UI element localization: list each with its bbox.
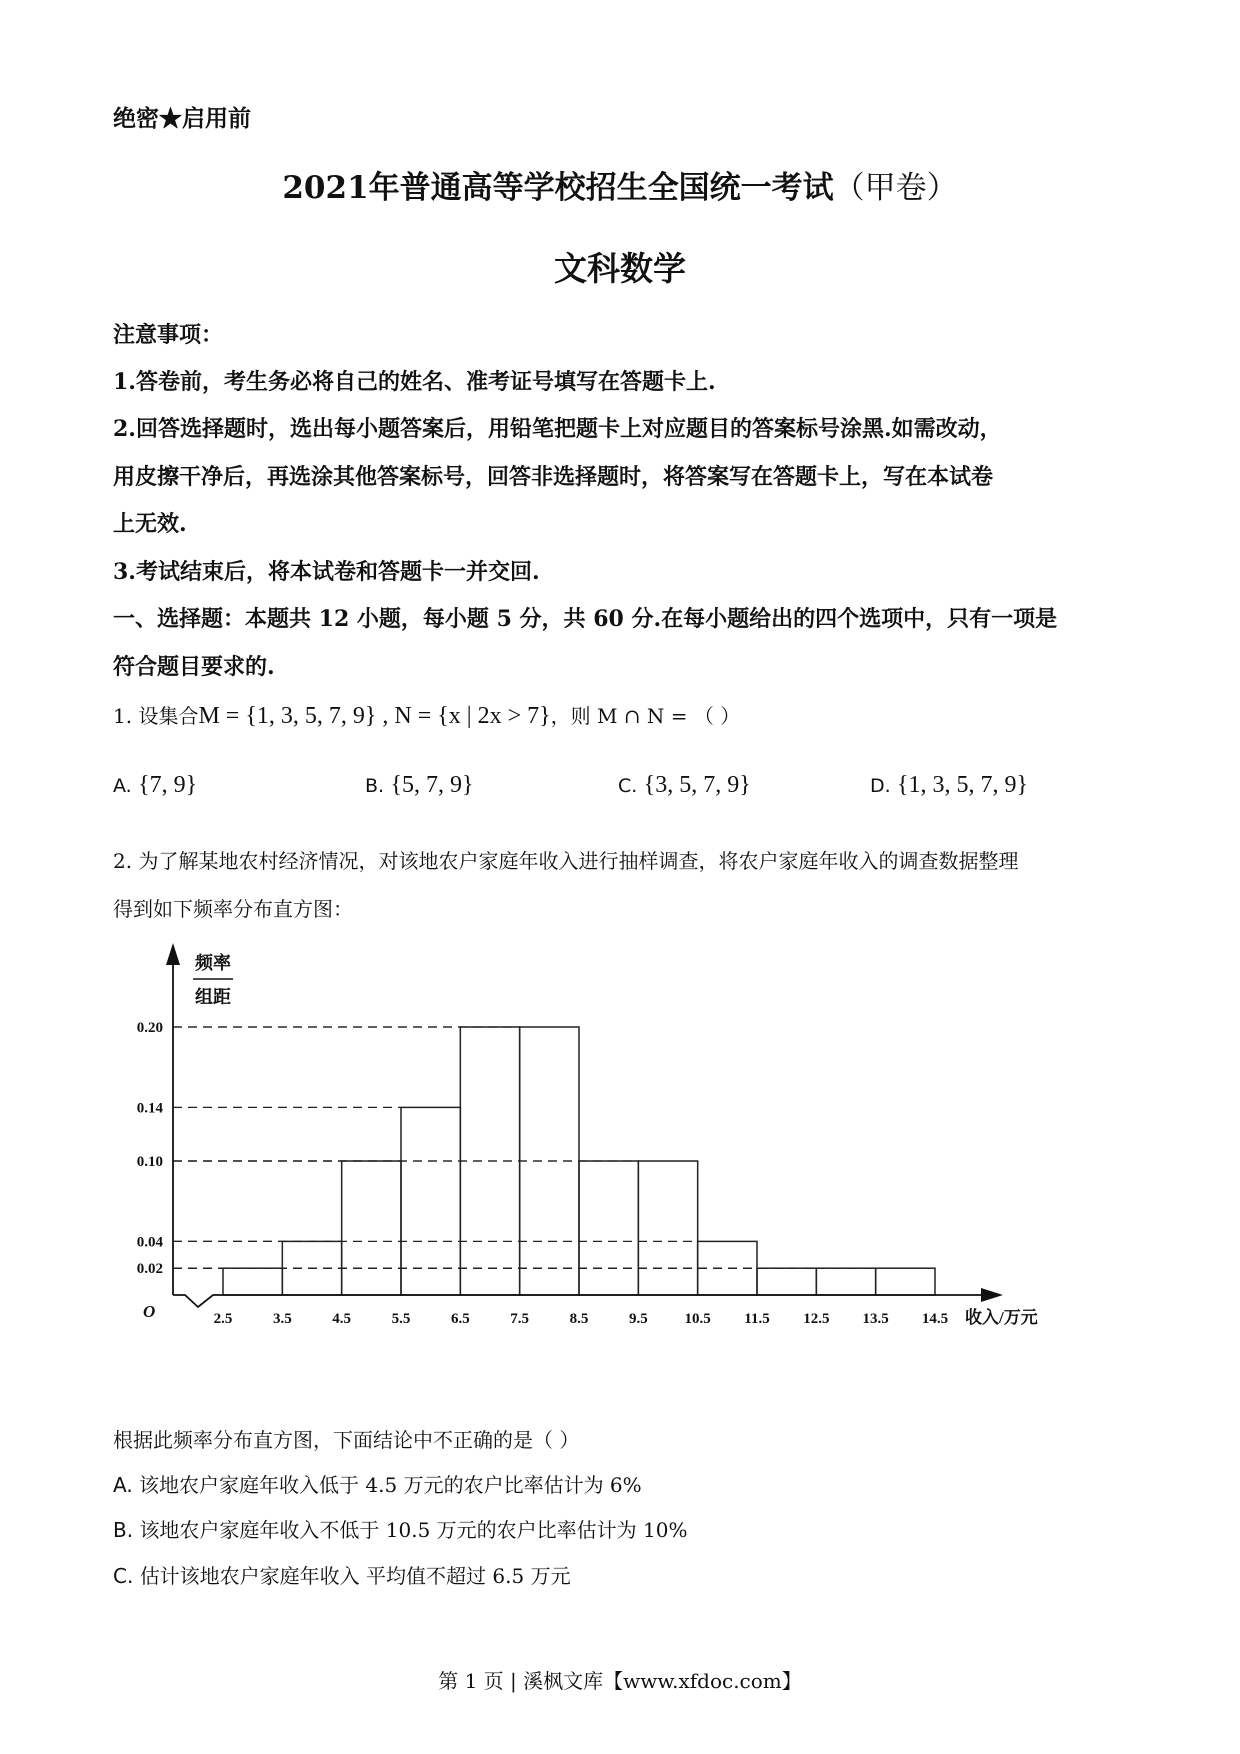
histogram-bar: [401, 1107, 460, 1295]
notice-item-2-line-3: 上无效.: [113, 511, 187, 537]
x-axis-label: 收入/万元: [965, 1308, 1038, 1327]
x-tick-label: 4.5: [332, 1311, 352, 1327]
histogram-bar: [816, 1268, 875, 1295]
y-axis-arrow: [166, 943, 180, 965]
histogram-bar: [638, 1161, 697, 1295]
q1-option-b-value: {5, 7, 9}: [390, 772, 474, 798]
x-tick-label: 3.5: [272, 1311, 292, 1327]
y-tick-label: 0.20: [136, 1020, 163, 1036]
exam-title-main: 2021年普通高等学校招生全国统一考试: [282, 170, 834, 206]
q1-option-d-label: D.: [870, 775, 891, 797]
notice-item-3: 3.考试结束后，将本试卷和答题卡一并交回.: [113, 559, 540, 585]
set-comma: ,: [376, 703, 395, 729]
question-2-line-2: 得到如下频率分布直方图：: [113, 897, 353, 921]
x-tick-label: 14.5: [921, 1311, 949, 1327]
x-tick-label: 8.5: [569, 1311, 589, 1327]
y-tick-label: 0.10: [136, 1154, 163, 1170]
origin-label: O: [143, 1302, 156, 1321]
y-tick-label: 0.04: [136, 1234, 163, 1251]
x-tick-label: 9.5: [628, 1311, 648, 1327]
histogram-bar: [876, 1268, 935, 1295]
histogram-bar: [342, 1161, 401, 1295]
section-1-line-1: 一、选择题：本题共 12 小题，每小题 5 分，共 60 分.在每小题给出的四个选项中，只有一项是: [113, 606, 1058, 632]
x-axis: [173, 1295, 985, 1307]
q1-option-d[interactable]: [870, 772, 1028, 799]
q1-option-b[interactable]: [365, 772, 473, 799]
q1-option-c-value: {3, 5, 7, 9}: [643, 772, 751, 798]
q2-option-a-label: A.: [113, 1473, 133, 1497]
q1-option-b-label: B.: [365, 775, 385, 797]
exam-title-paren: （甲卷）: [833, 170, 958, 206]
q1-option-c-label: C.: [618, 775, 638, 797]
x-tick-label: 10.5: [684, 1311, 711, 1327]
x-tick-label: 12.5: [803, 1311, 830, 1327]
histogram-bar: [579, 1161, 638, 1295]
x-tick-label: 2.5: [213, 1311, 233, 1327]
q1-option-a[interactable]: [113, 772, 197, 799]
q2-option-c-label: C.: [113, 1564, 134, 1588]
x-axis-arrow: [981, 1288, 1003, 1302]
y-label-denominator: 组距: [195, 987, 231, 1007]
question-1: [113, 700, 740, 730]
q2-option-b-label: B.: [113, 1518, 134, 1542]
page-footer: 第 1 页 | 溪枫文库【www.xfdoc.com】: [438, 1669, 802, 1693]
q2-option-b-text: 该地农户家庭年收入不低于 10.5 万元的农户比率估计为 10%: [139, 1518, 688, 1542]
question-2-prompt: 根据此频率分布直方图，下面结论中不正确的是（ ）: [113, 1428, 580, 1452]
question-1-suffix: ，则 M ∩ N = （ ）: [550, 704, 741, 728]
q2-option-b[interactable]: [113, 1514, 688, 1543]
set-n: N = {x | 2x > 7}: [394, 703, 551, 729]
q2-option-a-text: 该地农户家庭年收入低于 4.5 万元的农户比率估计为 6%: [139, 1473, 642, 1497]
q1-option-d-value: {1, 3, 5, 7, 9}: [897, 772, 1029, 798]
x-tick-label: 5.5: [391, 1311, 411, 1327]
exam-subject: 文科数学: [554, 249, 686, 288]
frequency-histogram: [110, 935, 1038, 1335]
y-label-numerator: 频率: [195, 953, 231, 973]
notice-heading: 注意事项：: [113, 322, 224, 348]
section-1-line-2: 符合题目要求的.: [113, 654, 275, 680]
y-tick-label: 0.14: [136, 1100, 163, 1117]
x-tick-label: 6.5: [450, 1311, 470, 1327]
q2-option-c-text: 估计该地农户家庭年收入 平均值不超过 6.5 万元: [139, 1564, 571, 1588]
q1-option-a-label: A.: [113, 775, 132, 797]
q2-option-a[interactable]: [113, 1469, 642, 1498]
set-m: M = {1, 3, 5, 7, 9}: [198, 703, 377, 729]
exam-title: [0, 162, 1240, 207]
y-tick-label: 0.02: [136, 1261, 163, 1278]
notice-item-1: 1.答卷前，考生务必将自己的姓名、准考证号填写在答题卡上.: [113, 369, 716, 395]
q2-option-c[interactable]: [113, 1560, 571, 1589]
x-tick-label: 11.5: [744, 1311, 770, 1327]
secret-mark: 绝密★启用前: [113, 105, 251, 132]
x-tick-label: 13.5: [862, 1311, 889, 1327]
histogram-bar: [223, 1268, 282, 1295]
question-1-prefix: 1. 设集合: [113, 704, 199, 728]
notice-item-2-line-2: 用皮擦干净后，再选涂其他答案标号，回答非选择题时，将答案写在答题卡上，写在本试卷: [113, 464, 994, 490]
x-tick-label: 7.5: [510, 1311, 530, 1327]
notice-item-2-line-1: 2.回答选择题时，选出每小题答案后，用铅笔把题卡上对应题目的答案标号涂黑.如需改动，: [113, 416, 1002, 442]
q1-option-c[interactable]: [618, 772, 751, 799]
q1-option-a-value: {7, 9}: [138, 772, 198, 798]
question-2-line-1: 2. 为了解某地农村经济情况，对该地农户家庭年收入进行抽样调查，将农户家庭年收入的调查数据整理: [113, 849, 1019, 873]
histogram-bar: [757, 1268, 816, 1295]
